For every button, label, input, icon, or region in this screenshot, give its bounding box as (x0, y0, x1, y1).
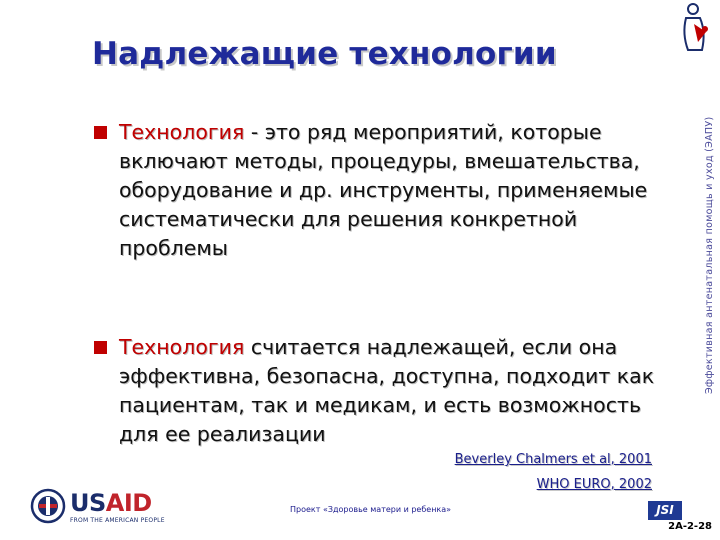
citation-2[interactable]: WHO EURO, 2002 (536, 477, 652, 492)
footer-project-name: Проект «Здоровье матери и ребенка» (290, 505, 452, 514)
mother-child-icon (676, 2, 714, 52)
bullet-body-1: - это ряд мероприятий, которые включают методы, процедуры, вмешательства, оборудование и др. инструменты, применяемые систематически для решения конкретной проблемы (119, 120, 648, 260)
page-number: 2А-2-28 (668, 521, 712, 532)
citation-1[interactable]: Beverley Chalmers et al, 2001 (454, 452, 652, 467)
jsi-logo: JSI (648, 501, 682, 520)
vertical-course-title: Эффективная антенатальная помощь и уход (ЭАПУ) (704, 116, 715, 394)
bullet-term-1: Технология (119, 120, 245, 144)
usaid-seal-icon (30, 488, 66, 524)
square-bullet-icon (94, 126, 107, 139)
bullet-text-2 (119, 333, 684, 449)
usaid-logo-text (70, 489, 152, 517)
square-bullet-icon (94, 341, 107, 354)
bullet-item-2 (94, 333, 684, 449)
slide-title: Надлежащие технологии (92, 36, 557, 72)
bullet-item-1 (94, 118, 684, 263)
bullet-term-2: Технология (119, 335, 245, 359)
usaid-tagline: FROM THE AMERICAN PEOPLE (70, 517, 165, 524)
usaid-logo-aid: AID (105, 489, 152, 517)
bullet-text-1 (119, 118, 684, 263)
usaid-logo-us: US (70, 489, 106, 517)
bullet-body-2: считается надлежащей, если она эффективна, безопасна, доступна, подходит как пациентам, так и медикам, и есть возможность для ее реализации (119, 335, 655, 446)
